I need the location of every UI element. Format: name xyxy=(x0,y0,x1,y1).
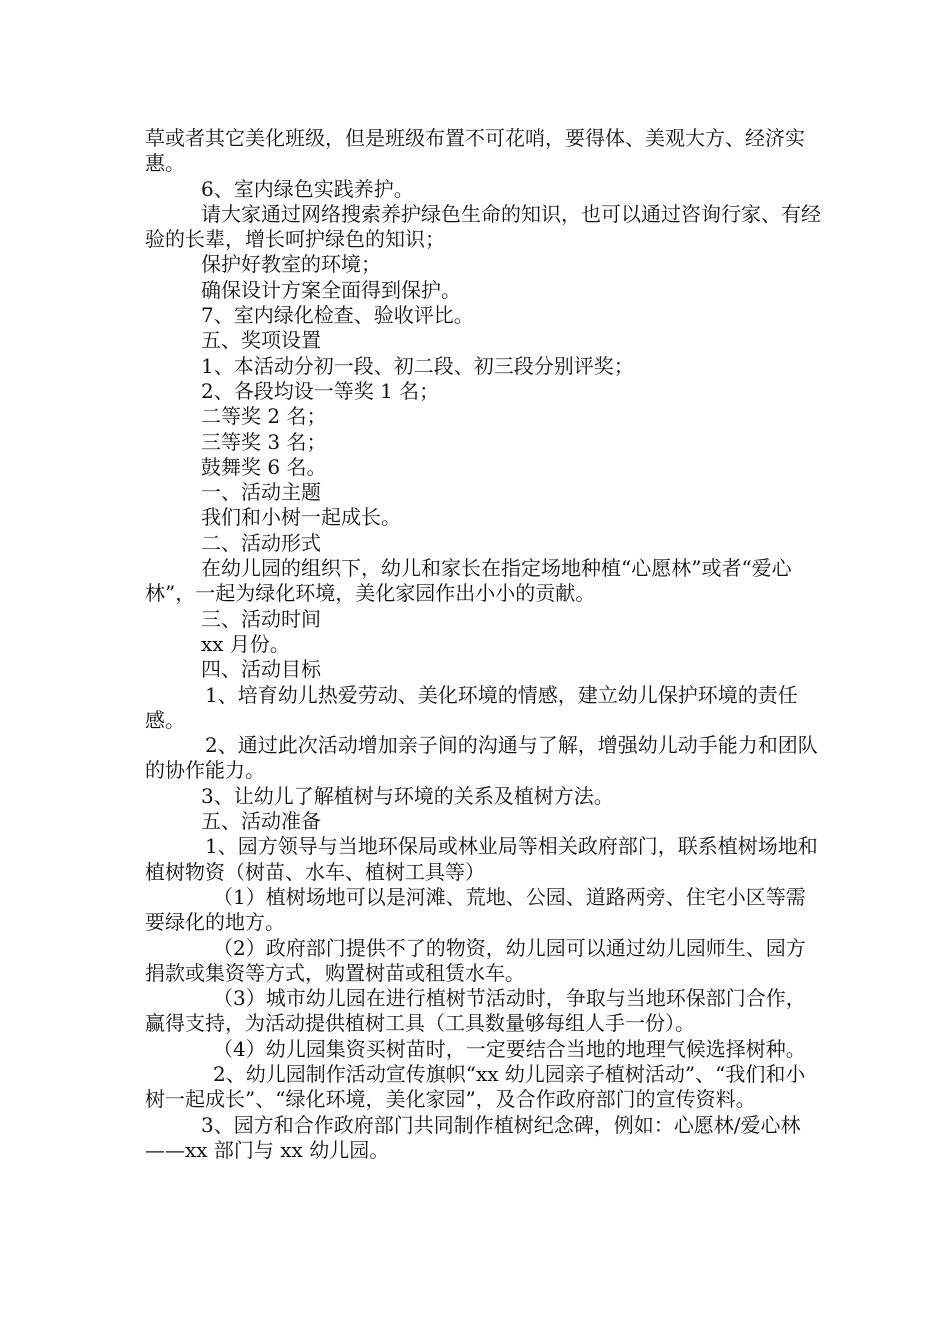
paragraph: 草或者其它美化班级，但是班级布置不可花哨，要得体、美观大方、经济实惠。 xyxy=(145,126,805,176)
paragraph: 1、培育幼儿热爱劳动、美化环境的情感，建立幼儿保护环境的责任感。 xyxy=(145,682,798,732)
paragraph: （1）植树场地可以是河滩、荒地、公园、道路两旁、住宅小区等需要绿化的地方。 xyxy=(145,884,806,935)
paragraph: 三、活动时间 xyxy=(201,606,321,631)
paragraph: 一、活动主题 xyxy=(201,480,321,505)
paragraph: 3、园方和合作政府部门共同制作植树纪念碑，例如：心愿林/爱心林——xx 部门与 xx 幼儿园。 xyxy=(145,1112,801,1162)
paragraph: 我们和小树一起成长。 xyxy=(201,505,401,530)
paragraph: （4）幼儿园集资买树苗时，一定要结合当地的地理气候选择树种。 xyxy=(213,1036,806,1061)
paragraph: 1、园方领导与当地环保局或林业局等相关政府部门，联系植树场地和植树物资（树苗、水车、植树工具等） xyxy=(145,834,818,884)
paragraph: 7、室内绿化检查、验收评比。 xyxy=(201,303,474,328)
paragraph: xx 月份。 xyxy=(201,631,290,656)
paragraph: 二、活动形式 xyxy=(201,530,321,555)
paragraph: 三等奖 3 名； xyxy=(201,429,327,454)
paragraph: （2）政府部门提供不了的物资，幼儿园可以通过幼儿园师生、园方捐款或集资等方式，购置树苗或租赁水车。 xyxy=(145,935,806,985)
paragraph: 五、奖项设置 xyxy=(201,328,321,353)
paragraph: 请大家通过网络搜索养护绿色生命的知识，也可以通过咨询行家、有经验的长辈，增长呵护绿色的知识； xyxy=(145,201,821,252)
paragraph: （3）城市幼儿园在进行植树节活动时，争取与当地环保部门合作，赢得支持，为活动提供植树工具（工具数量够每组人手一份）。 xyxy=(145,986,806,1036)
paragraph: 确保设计方案全面得到保护。 xyxy=(201,277,461,302)
paragraph: 五、活动准备 xyxy=(201,809,321,834)
paragraph: 2、幼儿园制作活动宣传旗帜“xx 幼儿园亲子植树活动”、“我们和小树一起成长”、“绿化环境，美化家园”，及合作政府部门的宣传资料。 xyxy=(145,1061,806,1112)
paragraph: 2、通过此次活动增加亲子间的沟通与了解，增强幼儿动手能力和团队的协作能力。 xyxy=(145,733,818,783)
paragraph: 2、各段均设一等奖 1 名； xyxy=(201,378,440,403)
paragraph: 保护好教室的环境； xyxy=(201,252,381,277)
paragraph: 鼓舞奖 6 名。 xyxy=(201,454,327,479)
paragraph: 二等奖 2 名； xyxy=(201,404,327,429)
document-page xyxy=(145,126,825,1163)
paragraph: 在幼儿园的组织下，幼儿和家长在指定场地种植“心愿林”或者“爱心林”，一起为绿化环境，美化家园作出小小的贡献。 xyxy=(145,556,792,606)
paragraph: 四、活动目标 xyxy=(201,657,321,682)
paragraph: 6、室内绿色实践养护。 xyxy=(201,176,414,201)
paragraph: 1、本活动分初一段、初二段、初三段分别评奖； xyxy=(201,353,634,378)
paragraph: 3、让幼儿了解植树与环境的关系及植树方法。 xyxy=(201,783,614,808)
